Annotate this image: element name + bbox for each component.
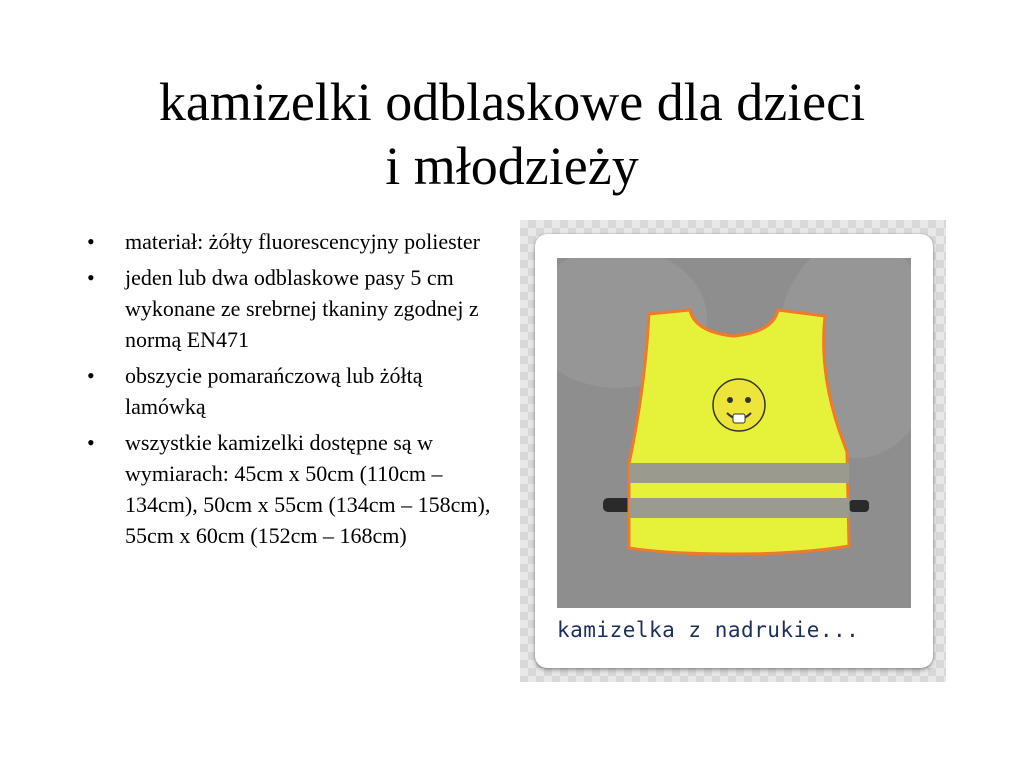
bullet-item xyxy=(84,226,494,257)
bullet-dot: • xyxy=(87,265,95,290)
reflective-stripe-lower xyxy=(629,498,849,518)
photo-frame xyxy=(520,220,946,682)
bullet-dot: • xyxy=(87,229,95,254)
bullet-text: materiał: żółty fluorescencyjny poliester xyxy=(125,229,480,254)
reflective-stripe-upper xyxy=(629,463,849,483)
smiley-print-icon xyxy=(713,379,765,431)
vest-photo xyxy=(557,258,911,608)
bullet-item xyxy=(84,262,494,355)
title-line-1: kamizelki odblaskowe dla dzieci xyxy=(158,72,866,132)
bullet-list xyxy=(84,226,494,556)
bullet-item xyxy=(84,427,494,551)
bullet-text: jeden lub dwa odblaskowe pasy 5 cm wykonane ze srebrnej tkaniny zgodnej z normą EN471 xyxy=(125,265,479,352)
bullet-text: obszycie pomarańczową lub żółtą lamówką xyxy=(125,363,423,419)
slide-title xyxy=(40,70,984,198)
image-caption: kamizelka z nadrukie... xyxy=(557,618,860,642)
bullet-dot: • xyxy=(87,430,95,455)
vest-strap-right xyxy=(849,500,869,512)
bullet-text: wszystkie kamizelki dostępne są w wymiarach: 45cm x 50cm (110cm – 134cm), 50cm x 55cm (134cm – 158cm), 55cm x 60cm (152cm – 168cm) xyxy=(125,430,491,548)
bullet-dot: • xyxy=(87,363,95,388)
polaroid-card xyxy=(535,234,933,668)
vest-illustration xyxy=(557,258,911,608)
bullet-item xyxy=(84,360,494,422)
title-line-2: i młodzieży xyxy=(385,136,639,196)
